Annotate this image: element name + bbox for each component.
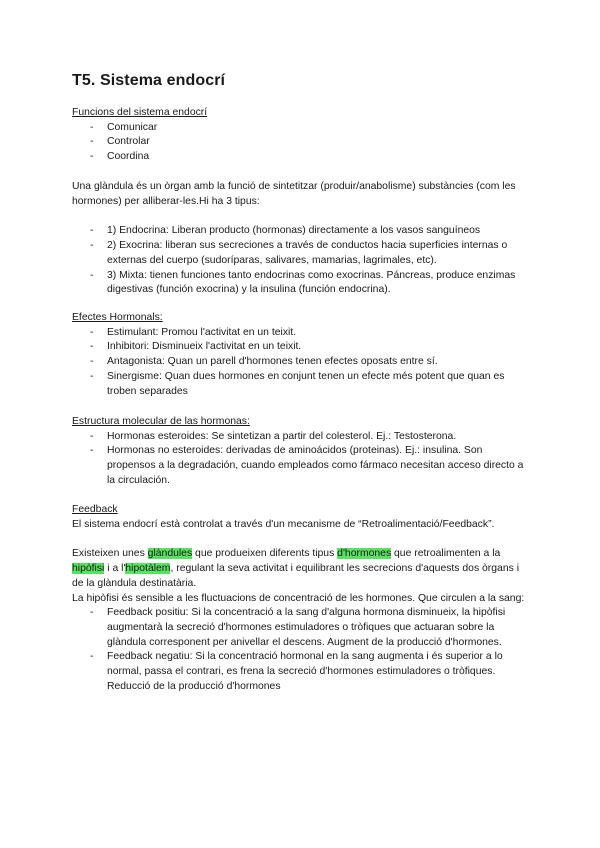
list-item: - Coordina — [72, 150, 532, 165]
section-glandula — [72, 180, 532, 298]
paragraph: Una glàndula és un òrgan amb la funció de sintetitzar (produir/anabolisme) substàncies (com les hormones) per alliberar-les.Hi ha 3 tipus: — [72, 181, 516, 207]
funcions-list — [72, 121, 532, 165]
tipus-list — [72, 224, 532, 298]
estructura-list — [72, 430, 532, 489]
highlight: d'hormones — [337, 548, 392, 560]
list-item: - Feedback negatiu: Si la concentració hormonal en la sang augmenta i és superior a lo normal, passa el contrari, es frena la secreció d'hormones estimuladores o tròfiques. Reducció de la producció d'hormones — [72, 650, 532, 694]
feedback-list — [72, 606, 532, 694]
section-heading: Funcions del sistema endocrí — [72, 107, 208, 118]
section-heading: Efectes Hormonals: — [72, 312, 163, 323]
list-item: - Hormonas no esteroides: derivadas de aminoácidos (proteinas). Ej.: insulina. Son propensos a la degradación, cuando empleados como fármaco necesitan acceso directo a la circulación. — [72, 444, 532, 488]
section-heading: Feedback — [72, 504, 118, 515]
list-item: - Controlar — [72, 135, 532, 150]
paragraph-glandules: Existeixen unes glàndules que produeixen diferents tipus d'hormones que retroalimenten a la hipòfisi i a l'hipotàlem, regulant la seva activitat i equilibrant les secrecions d'aquests dos òrgans i de la glàndula destinatària. — [72, 548, 519, 589]
list-item: - 3) Mixta: tienen funciones tanto endocrinas como exocrinas. Páncreas, produce enzimas digestivas (función exocrina) y la insulina (función endocrina). — [72, 269, 532, 298]
highlight: hipotàlem — [125, 563, 171, 575]
section-efectes — [72, 311, 532, 399]
section-funcions — [72, 106, 532, 165]
section-heading: Estructura molecular de las hormonas: — [72, 416, 250, 427]
list-item: - Inhibitori: Disminueix l'activitat en un teixit. — [72, 340, 532, 355]
list-item: - Hormonas esteroides: Se sintetizan a partir del colesterol. Ej.: Testosterona. — [72, 430, 532, 445]
paragraph: La hipòfisi és sensible a les fluctuacions de concentració de les hormones. Que circulen a la sang: — [72, 592, 525, 604]
section-estructura — [72, 415, 532, 489]
list-item: - Antagonista: Quan un parell d'hormones tenen efectes oposats entre sí. — [72, 355, 532, 370]
efectes-list — [72, 326, 532, 400]
highlight: hipòfisi — [72, 563, 105, 575]
page-title: T5. Sistema endocrí — [72, 72, 226, 89]
list-item: - Sinergisme: Quan dues hormones en conjunt tenen un efecte més potent que quan es troben separades — [72, 370, 532, 399]
list-item: - Comunicar — [72, 121, 532, 136]
list-item: - 1) Endocrina: Liberan producto (hormonas) directamente a los vasos sanguíneos — [72, 224, 532, 239]
paragraph: El sistema endocrí està controlat a través d'un mecanisme de “Retroalimentació/Feedback”. — [72, 518, 495, 530]
list-item: - Feedback positiu: Si la concentració a la sang d'alguna hormona disminueix, la hipòfisi augmentarà la secreció d'hormones estimuladores o tròfiques que actuaran sobre la glàndula corresponent per anivellar el descens. Augment de la producció d'hormones. — [72, 606, 532, 650]
list-item: - 2) Exocrina: liberan sus secreciones a través de conductos hacia superficies internas o externas del cuerpo (sudoríparas, salivares, mamarias, lagrimales, etc). — [72, 239, 532, 268]
list-item: - Estimulant: Promou l'activitat en un teixit. — [72, 326, 532, 341]
section-feedback — [72, 503, 532, 694]
highlight: glàndules — [147, 548, 193, 560]
